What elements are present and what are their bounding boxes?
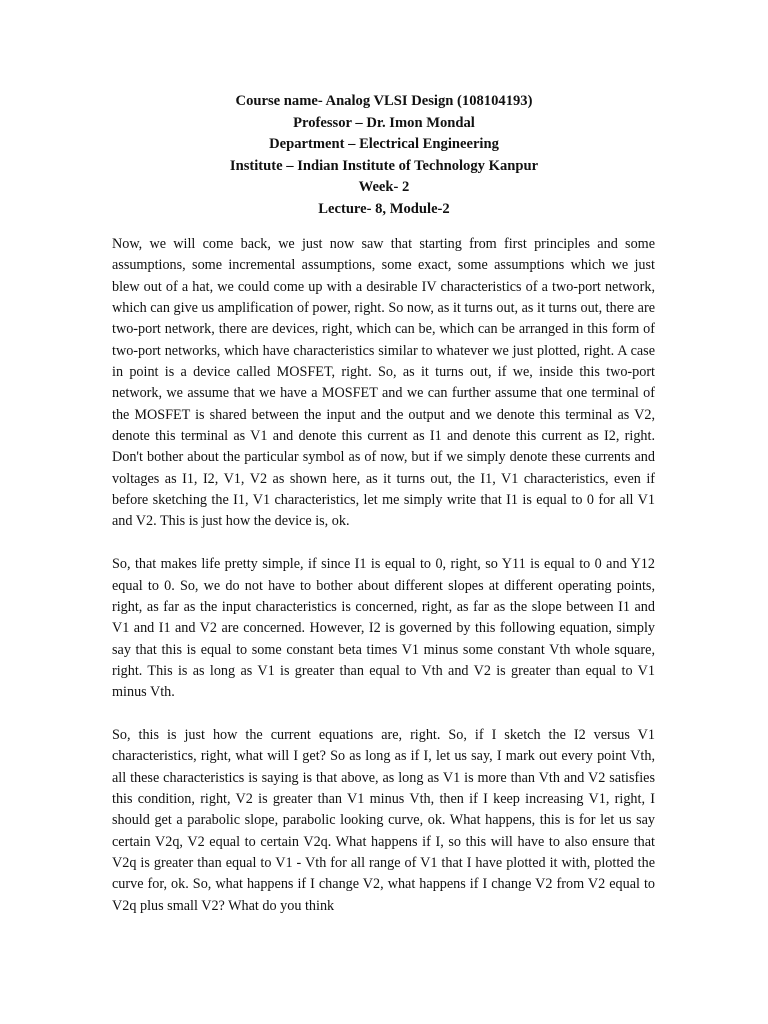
lecture-header: [0, 91, 768, 221]
department-name: Department – Electrical Engineering: [269, 136, 499, 153]
institute-name: Institute – Indian Institute of Technology Kanpur: [229, 157, 539, 174]
professor-name: Professor – Dr. Imon Mondal: [293, 114, 475, 131]
course-name: Course name- Analog VLSI Design (108104193): [235, 93, 533, 109]
week-label: Week- 2: [358, 179, 410, 196]
transcript-body: [112, 234, 655, 938]
paragraph-1: Now, we will come back, we just now saw that starting from first principles and some assumptions, some incremental assumptions, some exact, some assumptions which we just blew out of a hat, we could come up with a desirable IV characteristics of a two-port network, which can give us amplification of power, right. So now, as it turns out, as it turns out, there are two-port network, there are devices, right, which can be, which can be arranged in this form of two-port networks, which have characteristics similar to whatever we just plotted, right. A case in point is a device called MOSFET, right. So, as it turns out, if we, inside this two-port network, we assume that we have a MOSFET and we can further assume that one terminal of the MOSFET is shared between the input and the output and we denote this terminal as V2, denote this terminal as V1 and denote this current as I1 and denote this current as I2, right. Don't bother about the particular symbol as of now, but if we simply denote these currents and voltages as I1, I2, V1, V2 as shown here, as it turns out, the I1, V1 characteristics, even if before sketching the I1, V1 characteristics, let me simply write that I1 is equal to 0 for all V1 and V2. This is just how the device is, ok.: [112, 236, 655, 530]
paragraph-3: So, this is just how the current equations are, right. So, if I sketch the I2 versus V1 characteristics, right, what will I get? So as long as if I, let us say, I mark out every point Vth, all these characteristics is saying is that above, as long as V1 is more than Vth and V2 satisfies this condition, right, V2 is greater than V1 minus Vth, then if I keep increasing V1, right, I should get a parabolic slope, parabolic looking curve, ok. What happens, this is for let us say certain V2q, V2 equal to certain V2q. What happens if I, so this will have to also ensure that V2q is greater than equal to V1 - Vth for all range of V1 that I have plotted it with, plotted the curve for, ok. So, what happens if I change V2, what happens if I change V2 from V2 equal to V2q plus small V2? What do you think: [112, 726, 655, 914]
lecture-label: Lecture- 8, Module-2: [318, 200, 450, 217]
paragraph-2: So, that makes life pretty simple, if since I1 is equal to 0, right, so Y11 is equal to 0 and Y12 equal to 0. So, we do not have to bother about different slopes at different operating points, right, as far as the input characteristics is concerned, right, as far as the slope between I1 and V1 and I1 and V2 are concerned. However, I2 is governed by this following equation, simply say that this is equal to some constant beta times V1 minus some constant Vth whole square, right. This is as long as V1 is greater than equal to Vth and V2 is greater than equal to V1 minus Vth.: [112, 556, 655, 701]
